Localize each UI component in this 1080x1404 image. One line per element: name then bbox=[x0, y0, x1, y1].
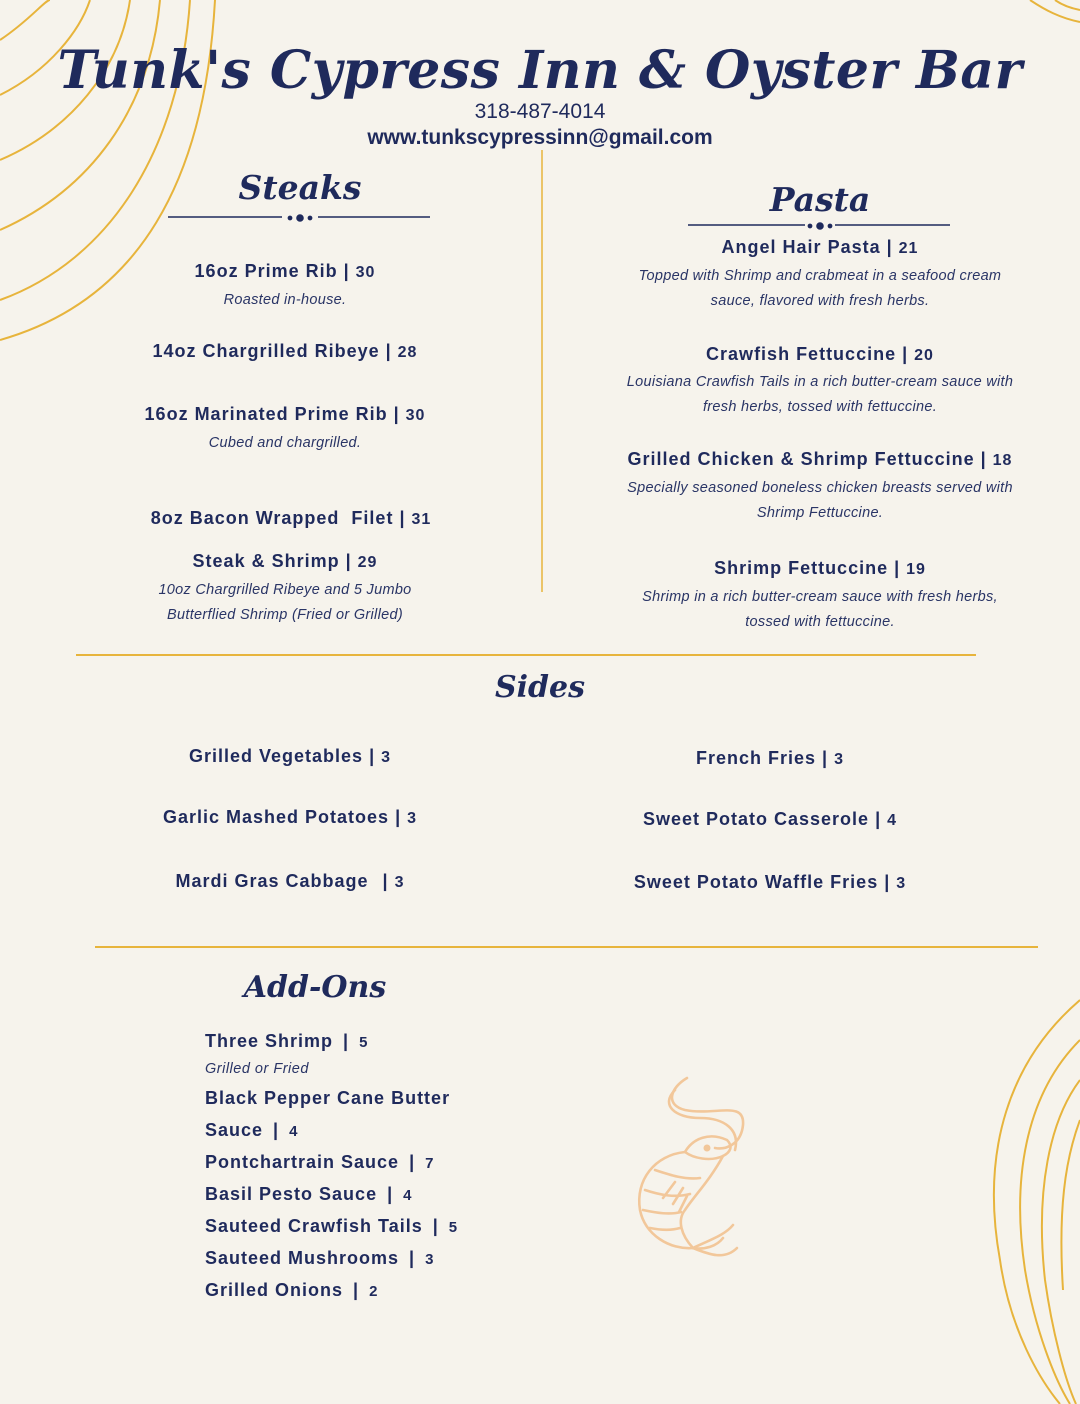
side-item: Garlic Mashed Potatoes | 3 bbox=[162, 807, 418, 827]
item-description: Specially seasoned boneless chicken breasts served with bbox=[627, 480, 1013, 496]
side-item: Mardi Gras Cabbage | 3 bbox=[175, 871, 405, 891]
item-description: sauce, flavored with fresh herbs. bbox=[710, 293, 930, 309]
addon-item: Basil Pesto Sauce | 4 bbox=[205, 1184, 413, 1204]
item-description: Shrimp in a rich butter-cream sauce with fresh herbs, bbox=[642, 589, 998, 605]
item-description: fresh herbs, tossed with fettuccine. bbox=[702, 399, 938, 415]
phone-number[interactable]: 318-487-4014 bbox=[474, 100, 606, 123]
menu-item: 16oz Marinated Prime Rib | 30 bbox=[144, 404, 426, 424]
item-description: Cubed and chargrilled. bbox=[208, 435, 362, 451]
shrimp-illustration-icon bbox=[615, 1070, 760, 1265]
pasta-heading: Pasta bbox=[769, 180, 871, 219]
menu-item: Shrimp Fettuccine | 19 bbox=[714, 558, 926, 578]
side-item: French Fries | 3 bbox=[696, 748, 844, 768]
restaurant-title: Tunk's Cypress Inn & Oyster Bar bbox=[57, 40, 1023, 101]
menu-item: Steak & Shrimp | 29 bbox=[192, 551, 378, 571]
item-description: Shrimp Fettuccine. bbox=[756, 505, 884, 521]
addon-description: Grilled or Fried bbox=[205, 1061, 309, 1077]
addon-item: Pontchartrain Sauce | 7 bbox=[205, 1152, 435, 1172]
menu-item: 8oz Bacon Wrapped Filet | 31 bbox=[150, 508, 432, 528]
addons-heading: Add-Ons bbox=[243, 970, 387, 1005]
menu-item: 16oz Prime Rib | 30 bbox=[194, 261, 376, 281]
item-description: Topped with Shrimp and crabmeat in a seafood cream bbox=[638, 268, 1002, 284]
side-item: Sweet Potato Waffle Fries | 3 bbox=[633, 872, 907, 892]
sides-heading: Sides bbox=[494, 670, 585, 705]
item-description: Butterflied Shrimp (Fried or Grilled) bbox=[167, 607, 403, 623]
addon-item: Sauteed Crawfish Tails | 5 bbox=[205, 1216, 459, 1236]
steaks-heading: Steaks bbox=[238, 168, 362, 207]
item-description: 10oz Chargrilled Ribeye and 5 Jumbo bbox=[158, 582, 412, 598]
addon-item: Three Shrimp | 5 bbox=[205, 1031, 369, 1051]
menu-item: 14oz Chargrilled Ribeye | 28 bbox=[152, 341, 418, 361]
item-description: Roasted in-house. bbox=[223, 292, 347, 308]
item-description: Louisiana Crawfish Tails in a rich butter-cream sauce with bbox=[626, 374, 1014, 390]
side-item: Sweet Potato Casserole | 4 bbox=[642, 809, 898, 829]
menu-item: Angel Hair Pasta | 21 bbox=[721, 237, 919, 257]
addon-item: Black Pepper Cane Butter bbox=[205, 1088, 451, 1108]
menu-item: Grilled Chicken & Shrimp Fettuccine | 18 bbox=[627, 449, 1013, 469]
side-item: Grilled Vegetables | 3 bbox=[188, 746, 392, 766]
addon-item: Grilled Onions | 2 bbox=[205, 1280, 379, 1300]
item-description: tossed with fettuccine. bbox=[745, 614, 895, 630]
addon-item: Sauce | 4 bbox=[205, 1120, 299, 1140]
addon-item: Sauteed Mushrooms | 3 bbox=[205, 1248, 435, 1268]
website-link[interactable]: www.tunkscypressinn@gmail.com bbox=[367, 126, 713, 149]
menu-item: Crawfish Fettuccine | 20 bbox=[706, 344, 934, 364]
